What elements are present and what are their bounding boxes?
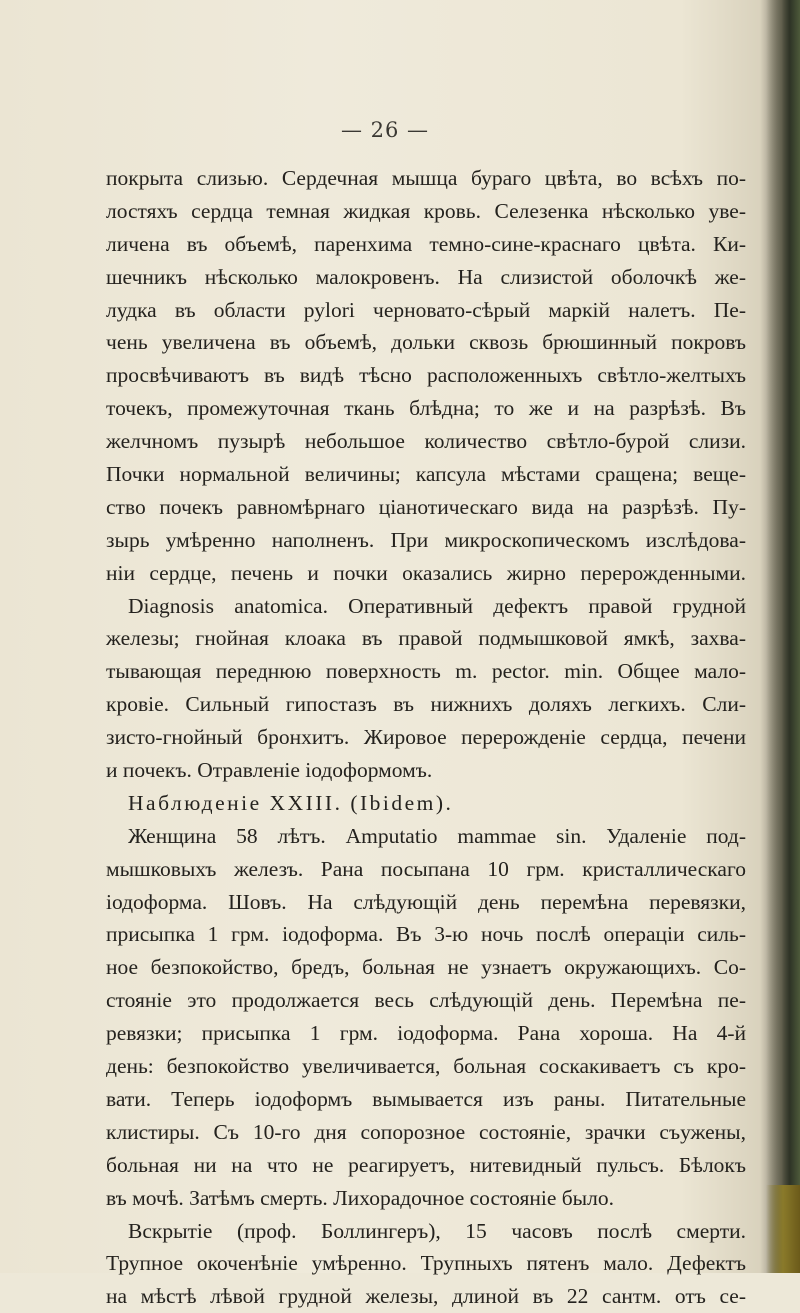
text-line: железы; гнойная клоака въ правой подмышковой ямкѣ, захва- bbox=[106, 626, 746, 651]
text-line: кровіе. Сильный гипостазъ въ нижнихъ доляхъ легкихъ. Сли- bbox=[106, 692, 746, 717]
text-line: личена въ объемѣ, паренхима темно-сине-краснаго цвѣта. Ки- bbox=[106, 231, 746, 256]
text-line: тывающая переднюю поверхность m. pector. min. Общее мало- bbox=[106, 659, 746, 684]
text-line: и почекъ. Отравленіе іодоформомъ. bbox=[106, 758, 433, 783]
text-line: Женщина 58 лѣтъ. Amputatio mammae sin. Удаленіе под- bbox=[128, 823, 746, 848]
text-line: Почки нормальной величины; капсула мѣстами сращена; веще- bbox=[106, 462, 746, 487]
text-line: ство почекъ равномѣрнаго ціанотическаго вида на разрѣзѣ. Пу- bbox=[106, 494, 746, 519]
text-line: день: безпокойство увеличивается, больная соскакиваетъ съ кро- bbox=[106, 1054, 746, 1079]
text-line: больная ни на что не реагируетъ, нитевидный пульсъ. Бѣлокъ bbox=[106, 1152, 746, 1177]
text-line: зырь умѣренно наполненъ. При микроскопическомъ изслѣдова- bbox=[106, 527, 746, 552]
text-line: просвѣчиваютъ въ видѣ тѣсно расположенныхъ свѣтло-желтыхъ bbox=[106, 363, 746, 388]
observation-heading: Наблюденіе XXIII. (Ibidem). bbox=[128, 790, 454, 815]
page-edge-stain bbox=[766, 1185, 800, 1273]
body-text bbox=[106, 162, 746, 1313]
text-line: клистиры. Съ 10-го дня сопорозное состояніе, зрачки съужены, bbox=[106, 1119, 746, 1144]
text-line: покрыта слизью. Сердечная мышца бураго цвѣта, во всѣхъ по- bbox=[106, 166, 746, 190]
text-line: ное безпокойство, бредъ, больная не узнаетъ окружающихъ. Со- bbox=[106, 955, 746, 980]
text-line: желчномъ пузырѣ небольшое количество свѣтло-бурой слизи. bbox=[106, 429, 746, 454]
page-binding-edge bbox=[766, 0, 800, 1273]
text-line: ревязки; присыпка 1 грм. іодоформа. Рана хороша. На 4-й bbox=[106, 1021, 746, 1046]
text-line: точекъ, промежуточная ткань блѣдна; то же и на разрѣзѣ. Въ bbox=[106, 396, 746, 421]
text-line: Diagnosis anatomica. Оперативный дефектъ правой грудной bbox=[128, 593, 746, 618]
text-line: зисто-гнойный бронхитъ. Жировое перерожденіе сердца, печени bbox=[106, 725, 746, 750]
text-line: присыпка 1 грм. іодоформа. Въ 3-ю ночь послѣ операціи силь- bbox=[106, 922, 746, 947]
text-line: Трупное окоченѣніе умѣренно. Трупныхъ пятенъ мало. Дефектъ bbox=[106, 1251, 746, 1276]
page-number: — 26 — bbox=[340, 118, 430, 142]
text-line: въ мочѣ. Затѣмъ смерть. Лихорадочное состояніе было. bbox=[106, 1185, 614, 1210]
text-line: шечникъ нѣсколько малокровенъ. На слизистой оболочкѣ же- bbox=[106, 264, 746, 289]
text-line: ніи сердце, печень и почки оказались жирно перерожденными. bbox=[106, 560, 746, 585]
text-line: лудка въ области руlori черновато-сѣрый маркій налетъ. Пе- bbox=[106, 297, 746, 322]
text-line: чень увеличена въ объемѣ, дольки сквозь брюшинный покровъ bbox=[106, 330, 746, 355]
text-line: на мѣстѣ лѣвой грудной железы, длиной въ 22 сантм. отъ се- bbox=[106, 1284, 746, 1309]
text-line: лостяхъ сердца темная жидкая кровь. Селезенка нѣсколько уве- bbox=[106, 198, 746, 223]
text-line: іодоформа. Шовъ. На слѣдующій день перемѣна перевязки, bbox=[106, 889, 746, 914]
autopsy-heading-line: Вскрытіе (проф. Боллингеръ), 15 часовъ послѣ смерти. bbox=[128, 1218, 746, 1243]
text-line: вати. Теперь іодоформъ вымывается изъ раны. Питательные bbox=[106, 1086, 746, 1111]
text-line: мышковыхъ железъ. Рана посыпана 10 грм. кристаллическаго bbox=[106, 856, 746, 881]
text-line: стояніе это продолжается весь слѣдующій день. Перемѣна пе- bbox=[106, 988, 746, 1013]
